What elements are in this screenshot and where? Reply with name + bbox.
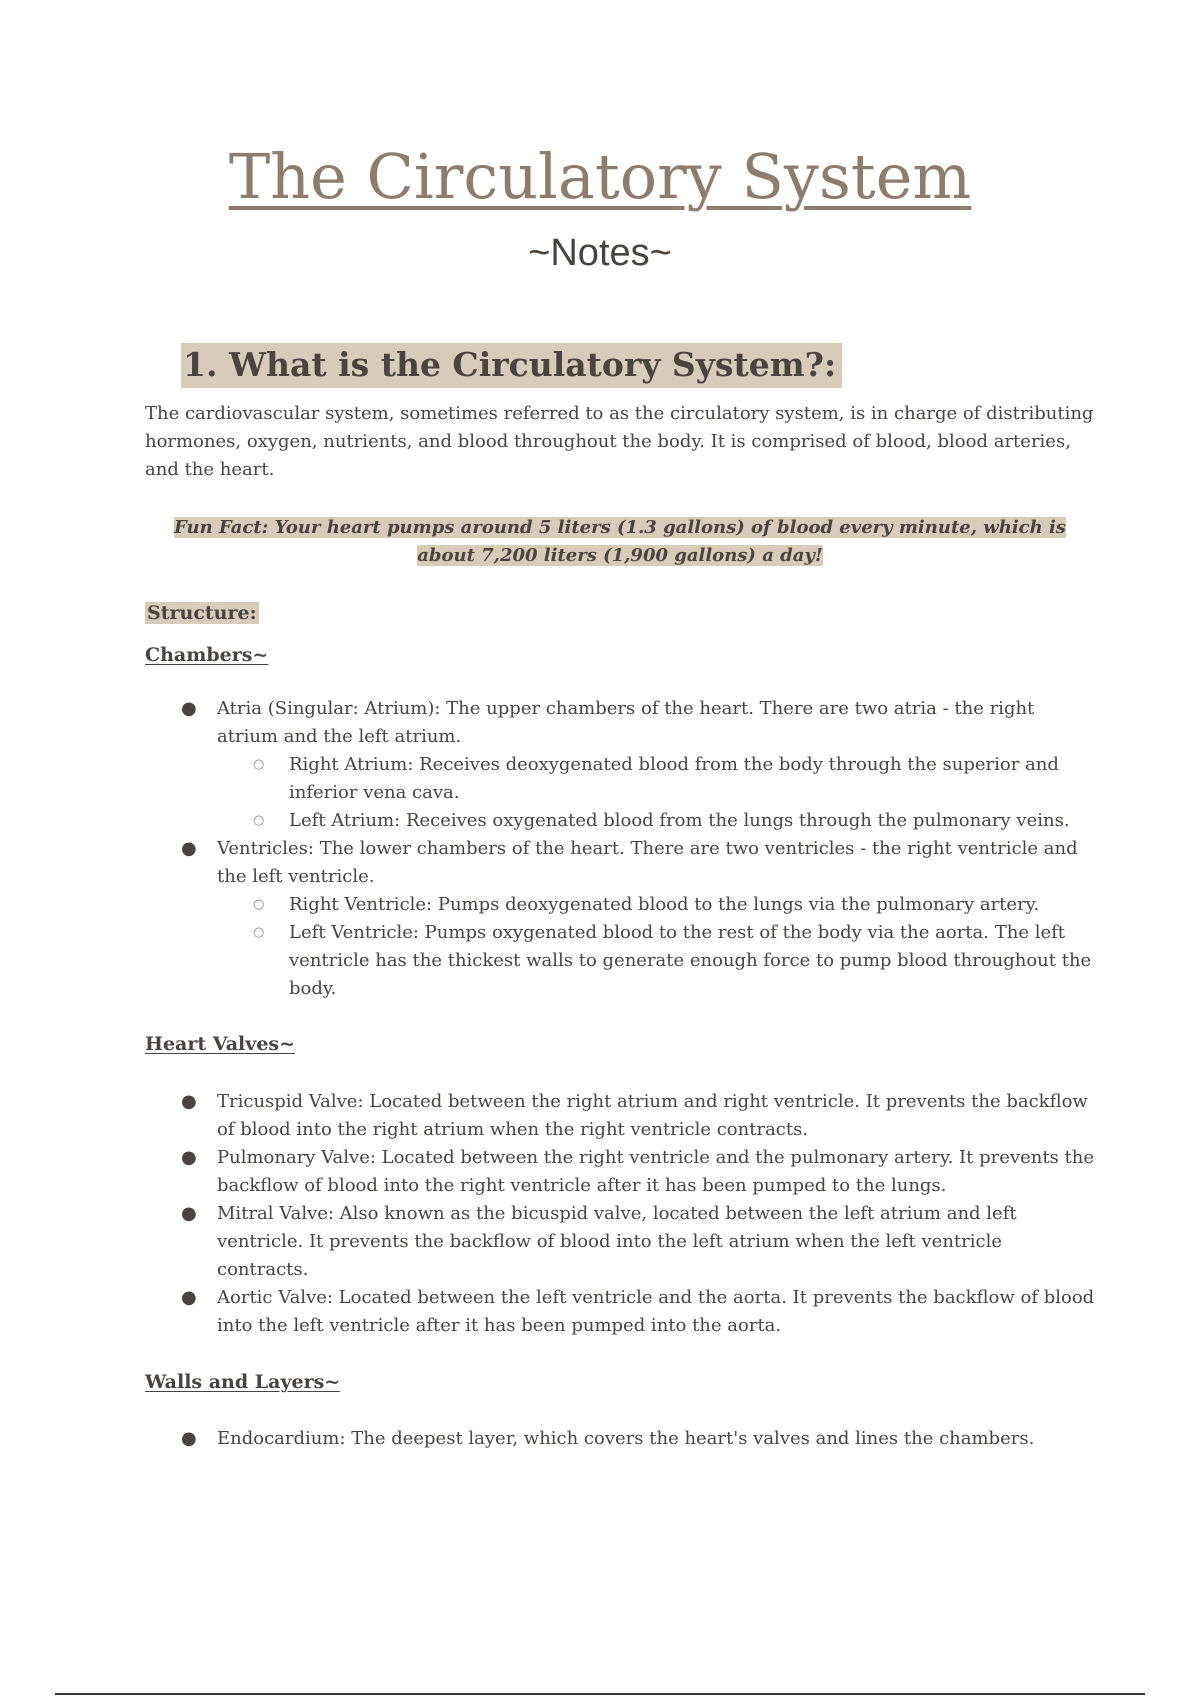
page-title: The Circulatory System — [228, 140, 972, 213]
bullet-icon: ● — [181, 1147, 197, 1168]
valves-list — [145, 1088, 1095, 1340]
bullet-icon: ● — [181, 1428, 197, 1449]
list-item-text: Tricuspid Valve: Located between the right atrium and right ventricle. It prevents the backflow of blood into the right atrium when the right ventricle contracts. — [217, 1091, 1088, 1140]
sub-list-item — [145, 891, 1095, 919]
list-item-text: Mitral Valve: Also known as the bicuspid valve, located between the left atrium and left ventricle. It prevents the backflow of blood into the left atrium when the left ventricle contracts. — [217, 1203, 1017, 1280]
list-item — [145, 1088, 1095, 1144]
bullet-icon: ● — [181, 698, 197, 719]
list-item-text: Endocardium: The deepest layer, which covers the heart's valves and lines the chambers. — [217, 1428, 1035, 1449]
list-item-text: Right Atrium: Receives deoxygenated blood from the body through the superior and inferior vena cava. — [289, 754, 1059, 803]
list-item-text: Left Atrium: Receives oxygenated blood from the lungs through the pulmonary veins. — [289, 810, 1070, 831]
sub-list-item — [145, 919, 1095, 1003]
list-item — [145, 1200, 1095, 1284]
footer-rule — [55, 1693, 1145, 1695]
page-subtitle: ~Notes~ — [528, 232, 672, 274]
list-item-text: Right Ventricle: Pumps deoxygenated blood to the lungs via the pulmonary artery. — [289, 894, 1040, 915]
list-item-text: Aortic Valve: Located between the left ventricle and the aorta. It prevents the backflow of blood into the left ventricle after it has been pumped into the aorta. — [217, 1287, 1095, 1336]
structure-heading: Structure: — [147, 602, 257, 624]
list-item — [145, 1425, 1095, 1453]
section1-heading: 1. What is the Circulatory System?: — [181, 343, 842, 388]
hollow-bullet-icon: ○ — [253, 813, 265, 828]
fun-fact-text: Fun Fact: Your heart pumps around 5 liters (1.3 gallons) of blood every minute, which is about 7,200 liters (1,900 gallons) a day! — [174, 517, 1066, 566]
fun-fact — [145, 514, 1095, 570]
list-item-text: Left Ventricle: Pumps oxygenated blood to the rest of the body via the aorta. The left ventricle has the thickest walls to generate enough force to pump blood throughout the body. — [289, 922, 1092, 999]
hollow-bullet-icon: ○ — [253, 925, 265, 940]
list-item — [145, 1284, 1095, 1340]
list-item — [145, 835, 1095, 891]
bullet-icon: ● — [181, 1091, 197, 1112]
list-item-text: Pulmonary Valve: Located between the right ventricle and the pulmonary artery. It prevents the backflow of blood into the right ventricle after it has been pumped to the lungs. — [217, 1147, 1094, 1196]
sub-list-item — [145, 807, 1095, 835]
hollow-bullet-icon: ○ — [253, 897, 265, 912]
list-item-text: Atria (Singular: Atrium): The upper chambers of the heart. There are two atria - the right atrium and the left atrium. — [217, 698, 1035, 747]
valves-heading: Heart Valves~ — [145, 1033, 296, 1055]
chambers-list — [145, 695, 1095, 1003]
list-item-text: Ventricles: The lower chambers of the heart. There are two ventricles - the right ventricle and the left ventricle. — [217, 838, 1078, 887]
list-item — [145, 695, 1095, 751]
title-wrap — [0, 140, 1200, 213]
bullet-icon: ● — [181, 1203, 197, 1224]
hollow-bullet-icon: ○ — [253, 757, 265, 772]
sub-list-item — [145, 751, 1095, 807]
list-item — [145, 1144, 1095, 1200]
chambers-heading: Chambers~ — [145, 644, 269, 666]
intro-paragraph: The cardiovascular system, sometimes referred to as the circulatory system, is in charge of distributing hormones, oxygen, nutrients, and blood throughout the body. It is comprised of blood, blood arteries, and the heart. — [145, 403, 1094, 480]
walls-list — [145, 1425, 1095, 1453]
walls-heading: Walls and Layers~ — [145, 1371, 341, 1393]
bullet-icon: ● — [181, 1287, 197, 1308]
bullet-icon: ● — [181, 838, 197, 859]
